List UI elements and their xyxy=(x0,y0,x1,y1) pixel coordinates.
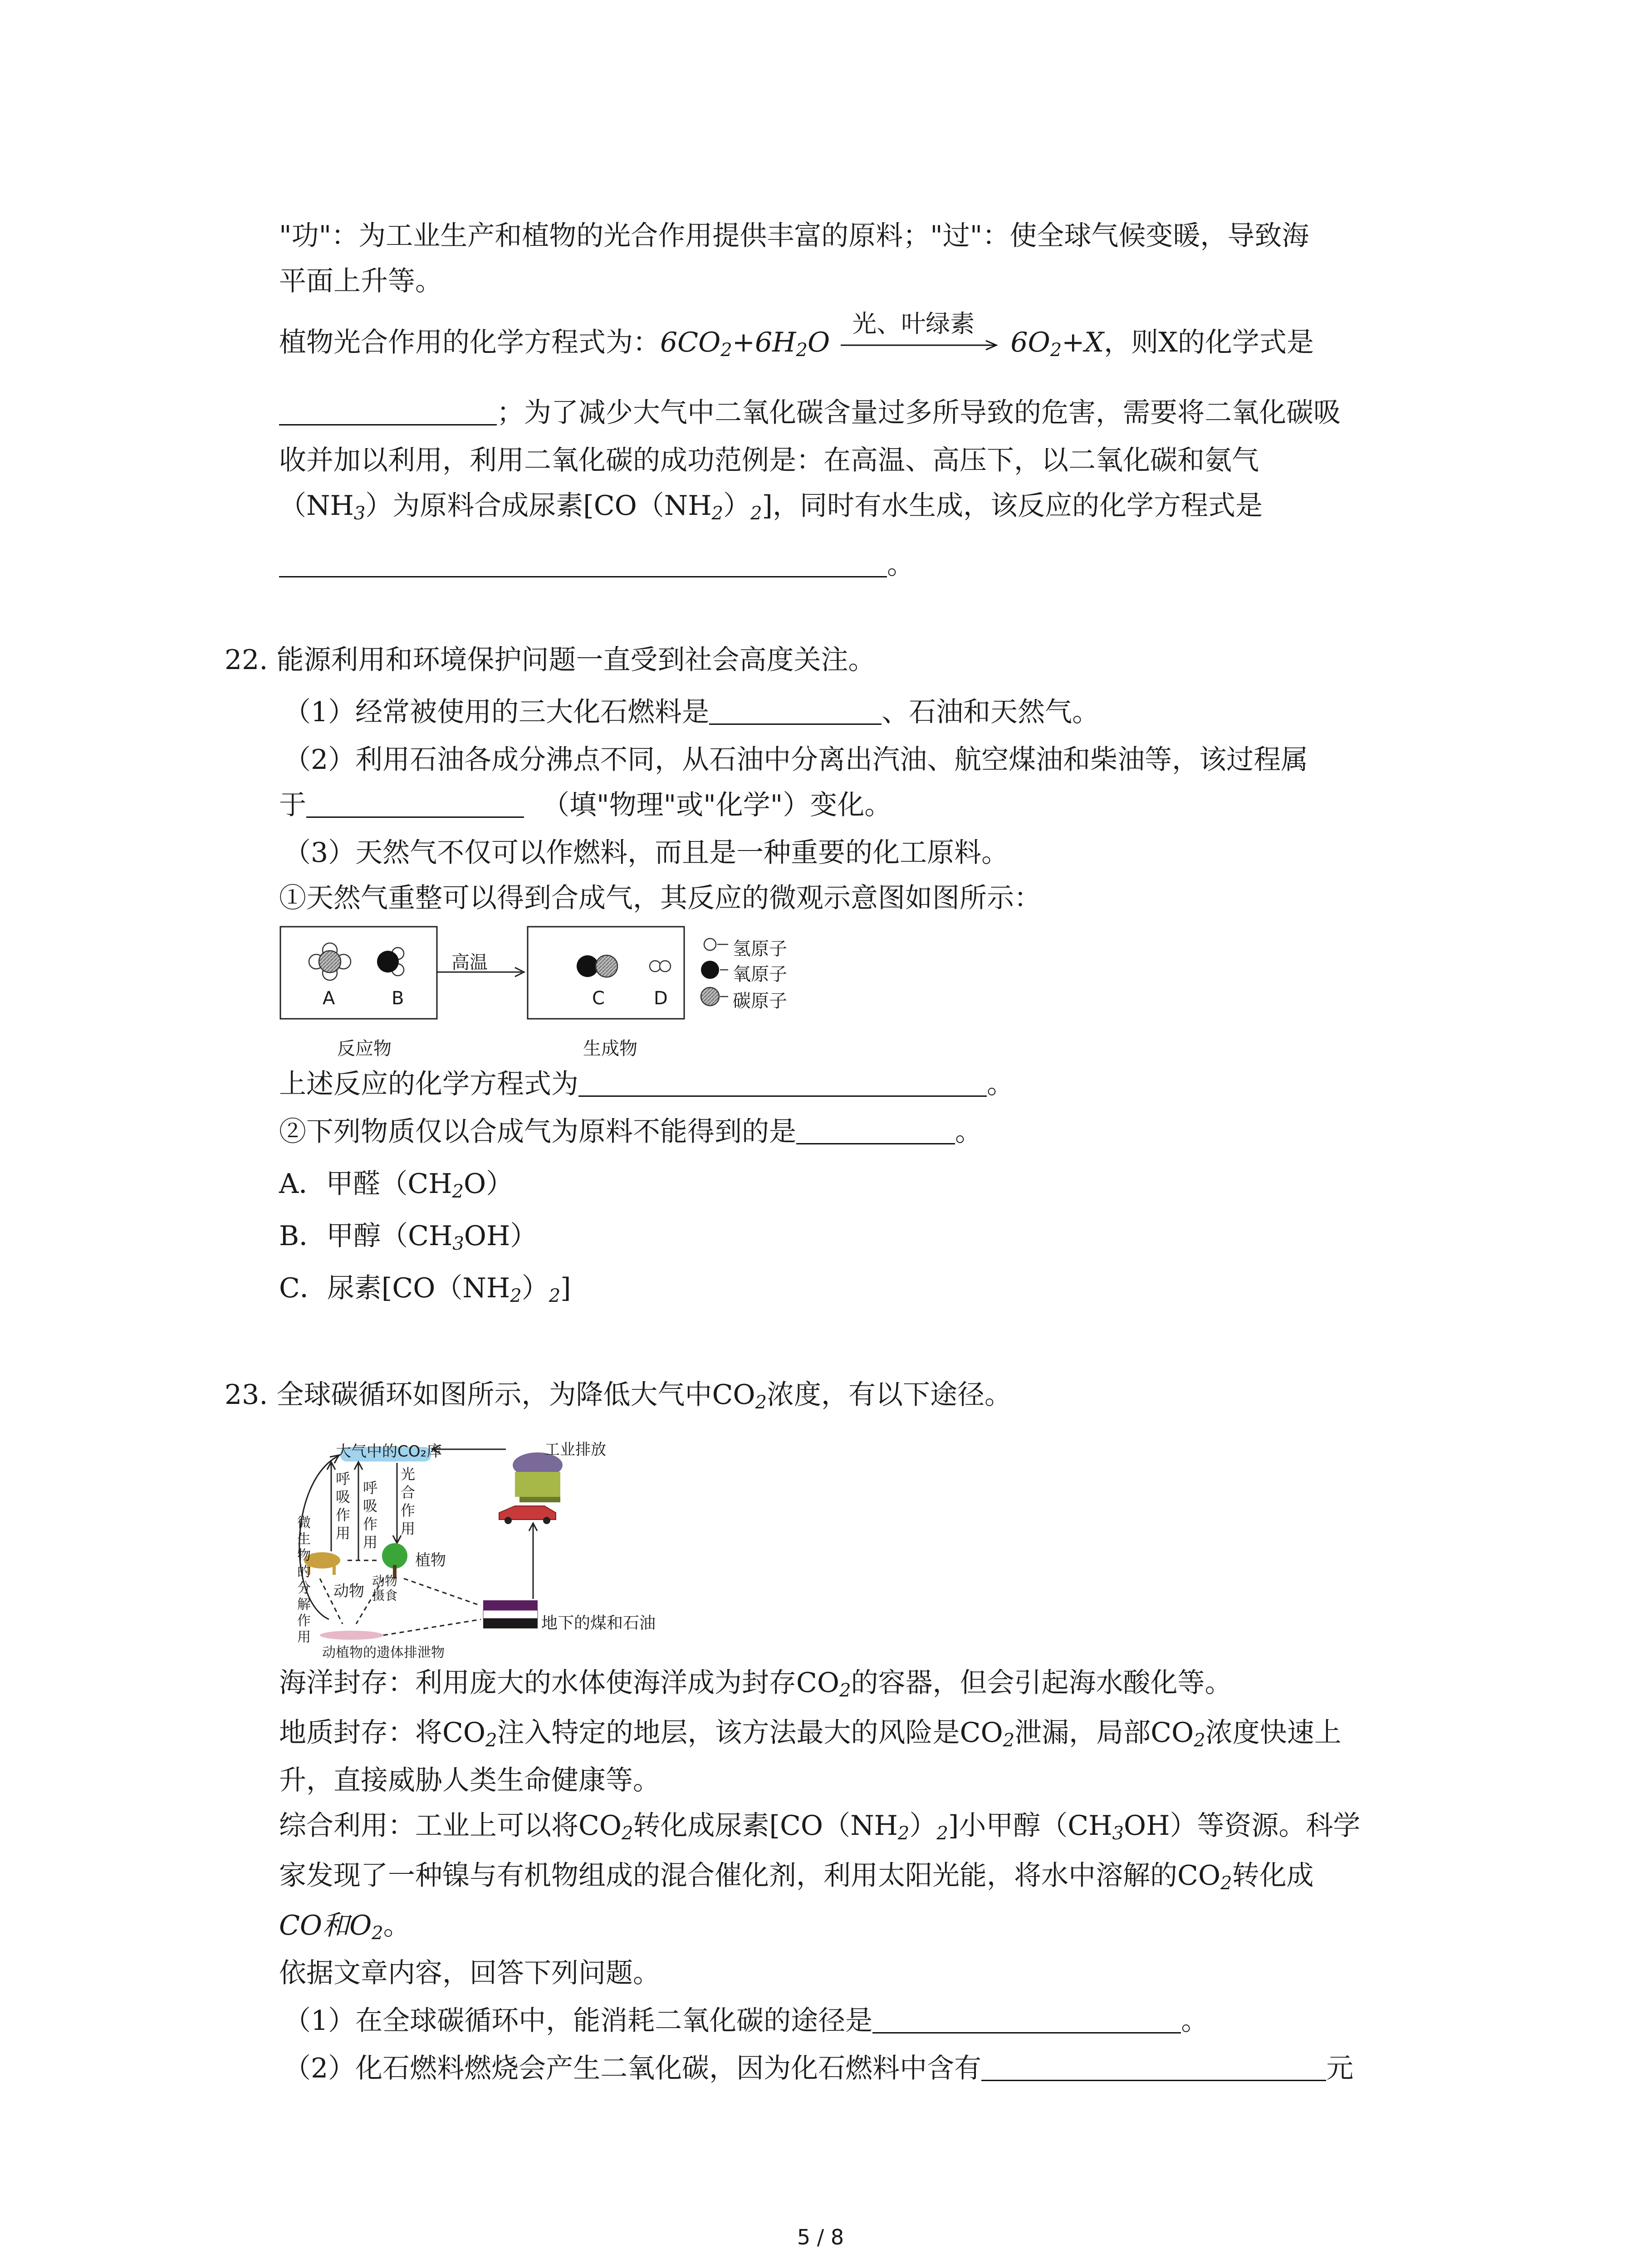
q21-line6: $(NH_3)$为原料合成尿素$[CO(NH_2)_2]$，同时有水生成，该反应的化学方程式是 xyxy=(279,490,1263,524)
q23-part1: （1）在全球碳循环中，能消耗二氧化碳的途径是 。 xyxy=(284,2005,1209,2037)
legend-hydrogen-icon xyxy=(704,938,716,950)
q22-equation-prompt: 上述反应的化学方程式为 。 xyxy=(279,1068,1014,1100)
label-b: B xyxy=(392,988,404,1009)
answer-blank[interactable] xyxy=(872,2008,1181,2033)
q22-part3-2: ②下列物质仅以合成气为原料不能得到的是 。 xyxy=(279,1116,982,1148)
legend-carbon-icon xyxy=(701,987,719,1006)
reactants-label: 反应物 xyxy=(337,1038,392,1059)
reaction-arrow-label: 高温 xyxy=(451,952,488,973)
q22-part2-cont: 于 （填"物理"或"化学"）变化。 xyxy=(279,789,892,821)
legend-carbon-label: 碳原子 xyxy=(733,991,787,1012)
option-b[interactable]: B．甲醇$(CH_3OH)$ xyxy=(279,1220,538,1254)
q22-part1: （1）经常被使用的三大化石燃料是 、石油和天然气。 xyxy=(284,696,1100,728)
respiration-label-1: 呼吸作用 xyxy=(336,1470,351,1542)
eating-label: 动物摄食 xyxy=(372,1574,398,1603)
respiration-label-2: 呼吸作用 xyxy=(363,1479,378,1551)
answer-blank[interactable] xyxy=(306,792,524,818)
answer-blank[interactable] xyxy=(279,552,887,577)
answer-blank[interactable] xyxy=(796,1119,955,1144)
q21-line2: 平面上升等。 xyxy=(279,265,442,297)
q22-part2: （2）利用石油各成分沸点不同，从石油中分离出汽油、航空煤油和柴油等，该过程属 xyxy=(284,744,1308,776)
answer-blank[interactable] xyxy=(578,1071,987,1097)
products-label: 生成物 xyxy=(583,1038,637,1059)
utilization: 综合利用：工业上可以将$CO_2$转化成尿素$[CO(NH_2)_2]$小甲醇$(CH_3OH)$等资源。科学 xyxy=(279,1810,1361,1844)
geological-storage-cont: 升，直接威胁人类生命健康等。 xyxy=(279,1765,660,1796)
remains-icon xyxy=(320,1631,383,1640)
q22-part3: （3）天然气不仅可以作燃料，而且是一种重要的化工原料。 xyxy=(284,837,1009,869)
reaction-arrow: 光、叶绿素 xyxy=(838,331,1002,358)
legend-oxygen-label: 氧原子 xyxy=(733,964,787,985)
q21-equation-line: 植物光合作用的化学方程式为：$6CO_2+6H_2O$ 光、叶绿素 $6O_2+X$，则X的化学式是 xyxy=(279,309,1314,361)
factory-icon xyxy=(515,1472,560,1497)
page-number: 5 / 8 xyxy=(797,2225,844,2249)
answer-blank[interactable] xyxy=(709,699,882,725)
label-a: A xyxy=(323,988,335,1009)
utilization-end: CO和$O_2$。 xyxy=(279,1910,411,1944)
ocean-storage: 海洋封存：利用庞大的水体使海洋成为封存$CO_2$的容器，但会引起海水酸化等。 xyxy=(279,1667,1232,1701)
photosynthesis-label: 光合作用 xyxy=(401,1466,416,1537)
plant-icon xyxy=(382,1543,407,1569)
label-c: C xyxy=(592,988,605,1009)
carbon-atom xyxy=(319,951,341,973)
utilization-cont: 家发现了一种镍与有机物组成的混合催化剂，利用太阳光能，将水中溶解的$CO_2$转化成 xyxy=(279,1860,1314,1894)
oxygen-atom xyxy=(377,951,399,973)
hydrogen-atom xyxy=(660,961,671,972)
carbon-atom xyxy=(596,955,617,977)
industry-label: 工业排放 xyxy=(544,1441,606,1459)
animal-label: 动物 xyxy=(333,1582,364,1600)
option-a[interactable]: A．甲醛$(CH_2O)$ xyxy=(279,1168,514,1202)
reactants-box xyxy=(280,927,437,1019)
plant-label: 植物 xyxy=(415,1551,446,1569)
q23-part2: （2）化石燃料燃烧会产生二氧化碳，因为化石燃料中含有 元 xyxy=(284,2053,1354,2084)
legend-oxygen-icon xyxy=(701,961,719,979)
label-d: D xyxy=(654,988,668,1009)
q23-title: 23. 全球碳循环如图所示，为降低大气中$CO_2$浓度，有以下途径。 xyxy=(225,1379,1012,1413)
q23-instruction: 依据文章内容，回答下列问题。 xyxy=(279,1957,660,1989)
geological-storage: 地质封存：将$CO_2$注入特定的地层，该方法最大的风险是$CO_2$泄漏，局部$CO_2$浓度快速上 xyxy=(279,1717,1342,1751)
answer-blank[interactable] xyxy=(279,400,497,425)
q21-line4: ；为了减少大气中二氧化碳含量过多所导致的危害，需要将二氧化碳吸 xyxy=(279,399,1341,426)
q22-title: 22. 能源利用和环境保护问题一直受到社会高度关注。 xyxy=(225,644,876,676)
carbon-cycle-figure xyxy=(279,1429,715,1661)
coal-oil-label: 地下的煤和石油 xyxy=(541,1614,656,1633)
answer-blank[interactable] xyxy=(981,2055,1326,2081)
q21-line1: "功"：为工业生产和植物的光合作用提供丰富的原料；"过"：使全球气候变暖，导致海 xyxy=(279,220,1309,252)
remains-label: 动植物的遗体排泄物 xyxy=(322,1645,445,1661)
q22-part3-1: ①天然气重整可以得到合成气，其反应的微观示意图如图所示： xyxy=(279,882,1041,914)
reaction-microdiagram xyxy=(279,925,823,1070)
q21-line5: 收并加以利用，利用二氧化碳的成功范例是：在高温、高压下，以二氧化碳和氨气 xyxy=(279,445,1259,476)
atmosphere-label: 大气中的CO₂库 xyxy=(336,1442,442,1461)
hydrogen-atom xyxy=(650,961,661,972)
legend-hydrogen-label: 氢原子 xyxy=(733,938,787,959)
option-c[interactable]: C．尿素$[CO(NH_2)_2]$ xyxy=(279,1272,571,1306)
decomposition-label: 微生物的分解作用 xyxy=(297,1515,311,1645)
coal-oil-layer xyxy=(483,1600,538,1610)
q21-line7: 。 xyxy=(279,551,914,578)
